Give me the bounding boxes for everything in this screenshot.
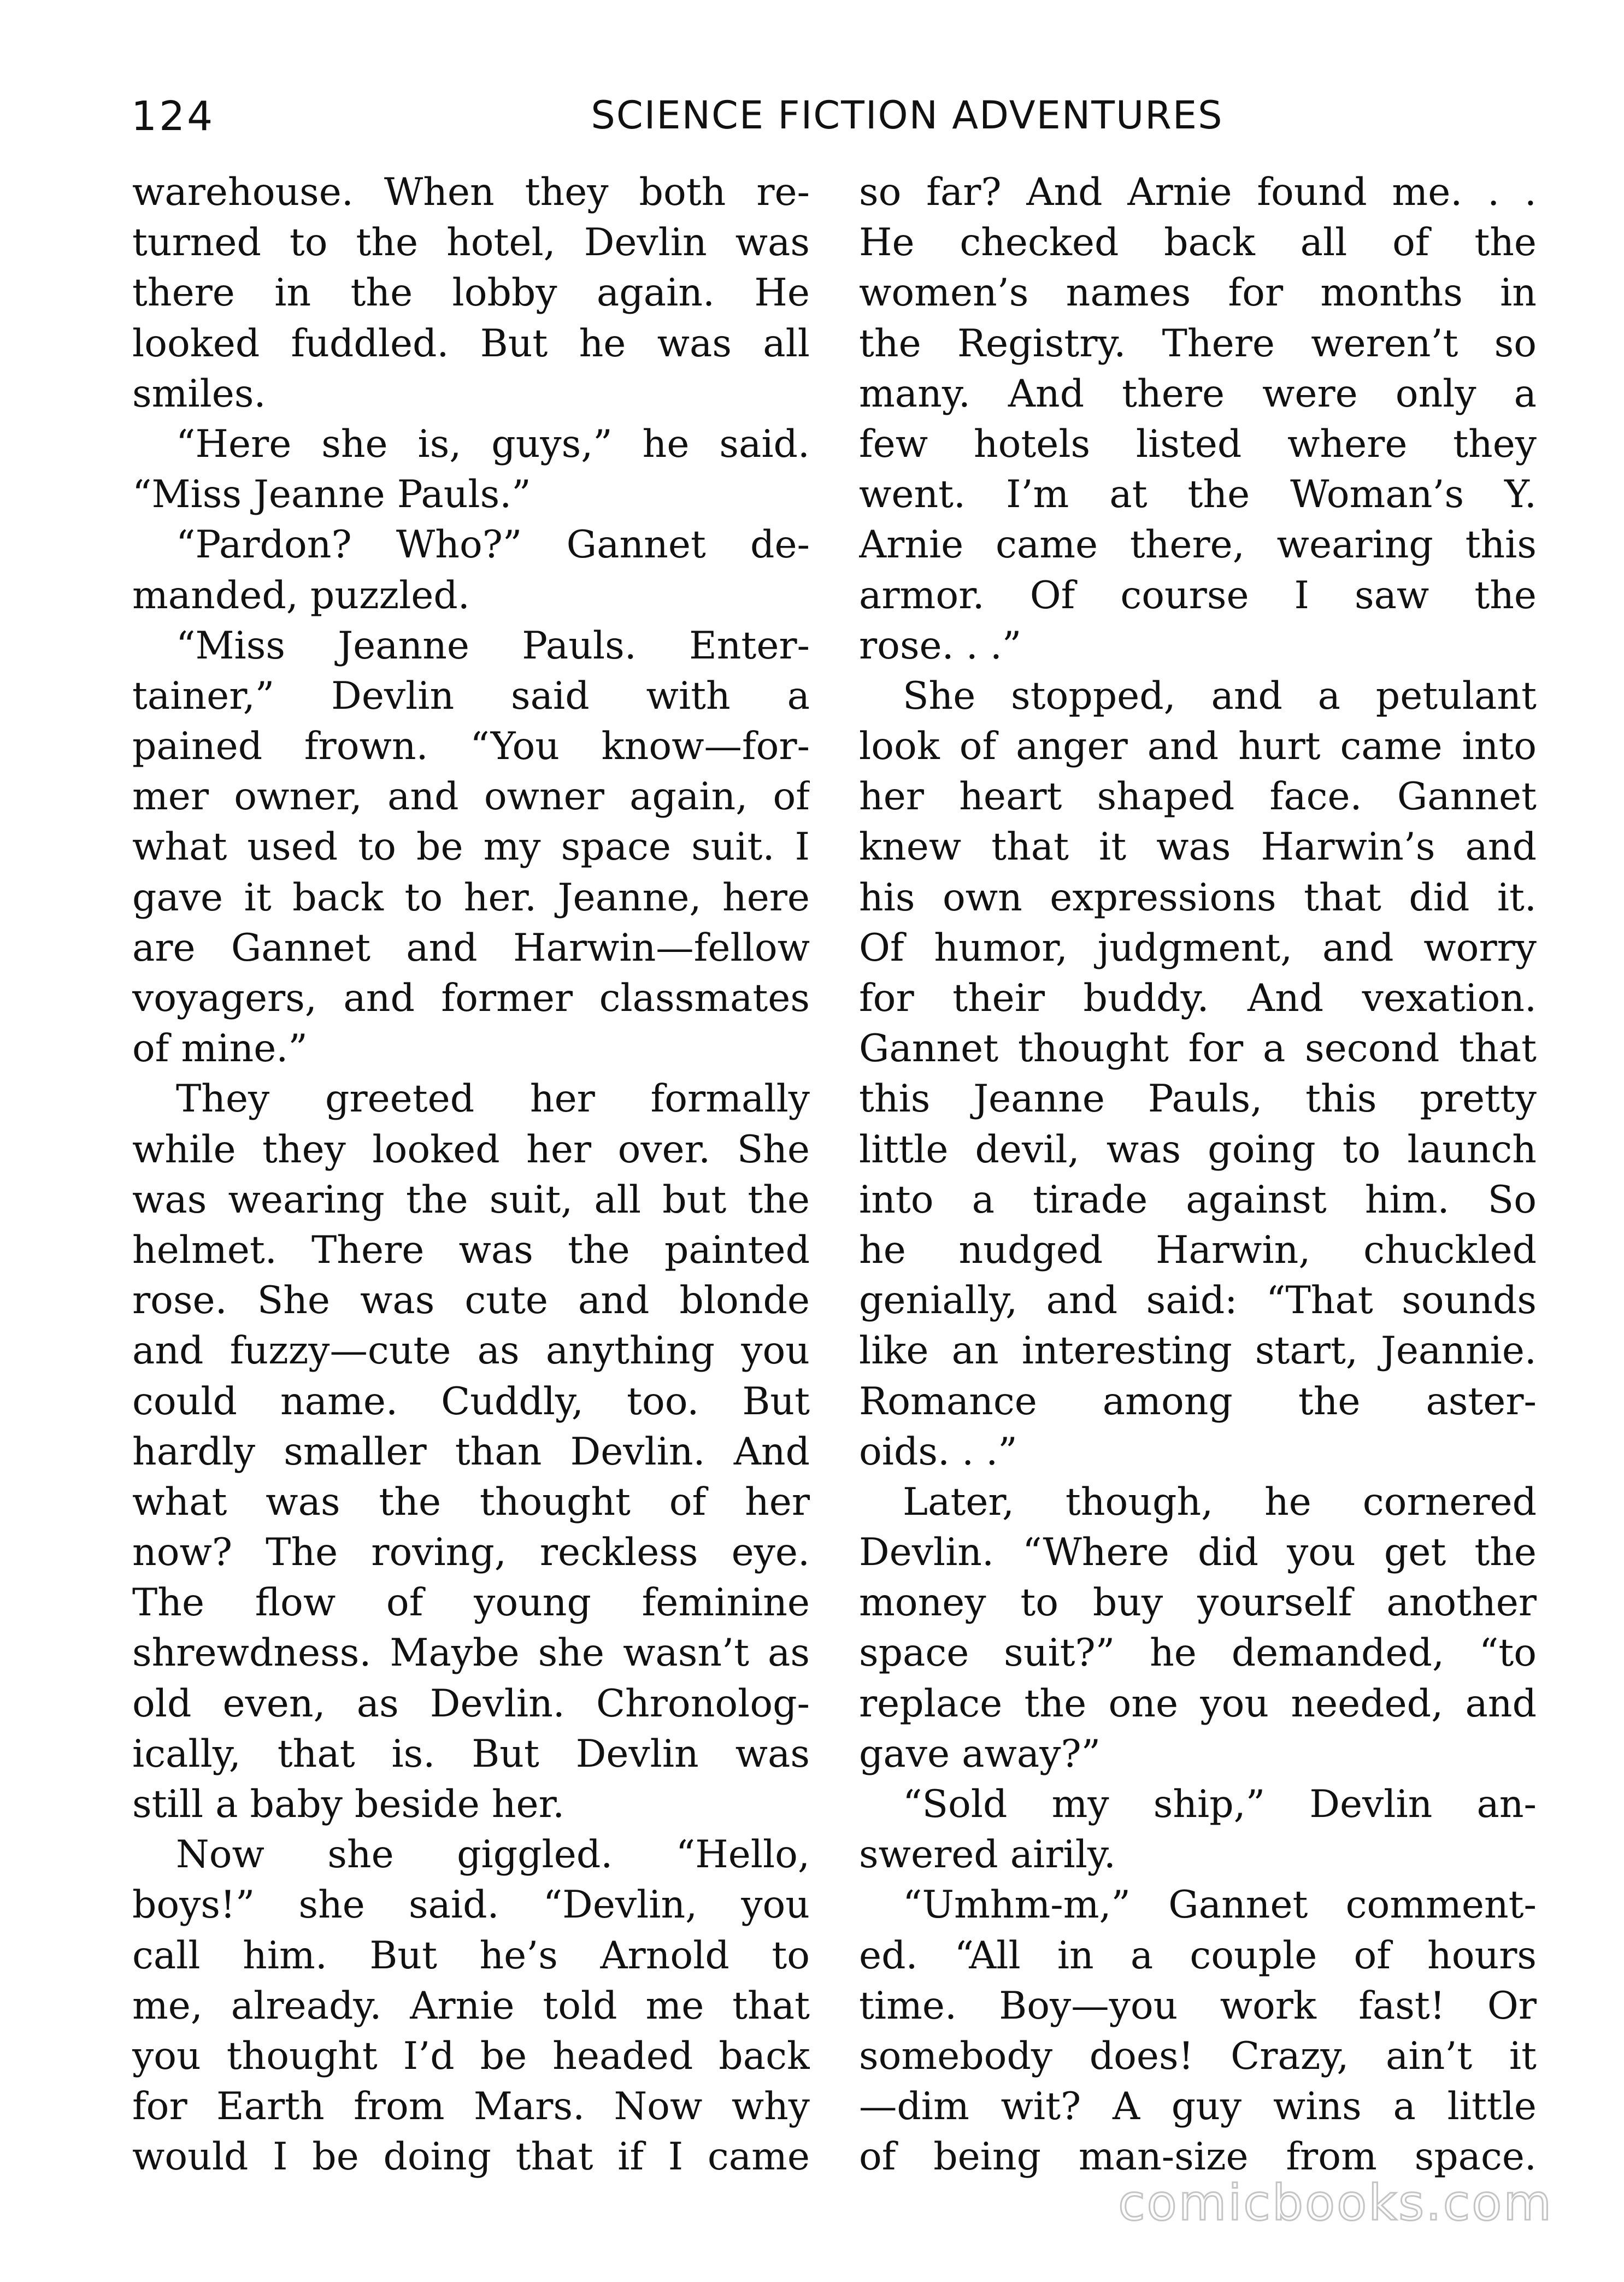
- text-line: rose. . .”: [859, 624, 1022, 668]
- text-line: Gannet thought for a second that: [859, 1027, 1537, 1071]
- text-line: gave it back to her. Jeanne, here: [132, 875, 810, 920]
- watermark: comicbooks.com: [1118, 2174, 1553, 2232]
- text-line: somebody does! Crazy, ain’t it: [859, 2034, 1537, 2078]
- text-line: Of humor, judgment, and worry: [859, 926, 1537, 970]
- text-line: there in the lobby again. He: [132, 271, 810, 315]
- text-line: hardly smaller than Devlin. And: [132, 1430, 810, 1474]
- text-line: what used to be my space suit. I: [132, 825, 810, 869]
- text-line: few hotels listed where they: [859, 422, 1537, 466]
- text-line: his own expressions that did it.: [859, 875, 1537, 920]
- text-line: money to buy yourself another: [859, 1581, 1537, 1625]
- text-line: boys!” she said. “Devlin, you: [132, 1883, 810, 1927]
- text-line: —dim wit? A guy wins a little: [859, 2085, 1537, 2129]
- text-line: space suit?” he demanded, “to: [859, 1631, 1537, 1675]
- text-line: me, already. Arnie told me that: [132, 1984, 810, 2028]
- text-line: now? The roving, reckless eye.: [132, 1531, 810, 1575]
- text-line: her heart shaped face. Gannet: [859, 775, 1537, 819]
- text-line: looked fuddled. But he was all: [132, 321, 810, 366]
- text-line: Now she giggled. “Hello,: [176, 1833, 810, 1877]
- text-line: genially, and said: “That sounds: [859, 1279, 1537, 1323]
- page-header: [131, 93, 1519, 158]
- text-line: Devlin. “Where did you get the: [859, 1531, 1537, 1575]
- text-line: for Earth from Mars. Now why: [132, 2085, 810, 2129]
- text-line: helmet. There was the painted: [132, 1228, 810, 1272]
- text-line: They greeted her formally: [176, 1077, 810, 1121]
- text-line: would I be doing that if I came: [132, 2135, 810, 2179]
- text-line: armor. Of course I saw the: [859, 573, 1537, 617]
- text-line: so far? And Arnie found me. . .: [859, 170, 1537, 214]
- text-line: he nudged Harwin, chuckled: [859, 1228, 1537, 1272]
- text-line: of mine.”: [132, 1027, 308, 1071]
- text-line: swered airily.: [859, 1833, 1116, 1877]
- text-line: oids. . .”: [859, 1430, 1017, 1474]
- text-line: “Here she is, guys,” he said.: [176, 422, 810, 466]
- text-line: He checked back all of the: [859, 221, 1537, 265]
- text-line: of being man-size from space.: [859, 2135, 1537, 2179]
- text-line: the Registry. There weren’t so: [859, 321, 1537, 366]
- text-line: time. Boy—you work fast! Or: [859, 1984, 1537, 2028]
- text-line: this Jeanne Pauls, this pretty: [859, 1077, 1537, 1121]
- text-line: was wearing the suit, all but the: [132, 1178, 810, 1222]
- left-column: [132, 167, 810, 2183]
- text-line: warehouse. When they both re-: [132, 170, 810, 214]
- text-line: could name. Cuddly, too. But: [132, 1379, 810, 1424]
- text-line: The flow of young feminine: [132, 1581, 810, 1625]
- text-line: while they looked her over. She: [132, 1127, 810, 1172]
- text-line: tainer,” Devlin said with a: [132, 674, 810, 718]
- text-line: you thought I’d be headed back: [132, 2034, 810, 2078]
- text-line: “Miss Jeanne Pauls. Enter-: [176, 624, 810, 668]
- text-line: ically, that is. But Devlin was: [132, 1732, 810, 1776]
- text-line: little devil, was going to launch: [859, 1127, 1537, 1172]
- text-line: manded, puzzled.: [132, 573, 470, 617]
- text-line: shrewdness. Maybe she wasn’t as: [132, 1631, 810, 1675]
- text-line: “Umhm-m,” Gannet comment-: [903, 1883, 1537, 1927]
- text-line: went. I’m at the Woman’s Y.: [859, 473, 1537, 517]
- text-line: like an interesting start, Jeannie.: [859, 1329, 1537, 1373]
- text-line: replace the one you needed, and: [859, 1681, 1537, 1726]
- text-line: Arnie came there, wearing this: [859, 523, 1537, 567]
- text-line: into a tirade against him. So: [859, 1178, 1537, 1222]
- text-line: Romance among the aster-: [859, 1379, 1537, 1424]
- text-line: rose. She was cute and blonde: [132, 1279, 810, 1323]
- text-line: gave away?”: [859, 1732, 1101, 1776]
- right-column: [859, 167, 1537, 2183]
- text-line: for their buddy. And vexation.: [859, 977, 1537, 1020]
- text-line: smiles.: [132, 372, 266, 416]
- text-line: what was the thought of her: [132, 1480, 810, 1524]
- text-line: are Gannet and Harwin—fellow: [132, 926, 810, 970]
- text-line: “Pardon? Who?” Gannet de-: [176, 523, 810, 567]
- text-line: pained frown. “You know—for-: [132, 725, 810, 769]
- text-line: voyagers, and former classmates: [132, 977, 810, 1020]
- text-line: call him. But he’s Arnold to: [132, 1933, 810, 1978]
- text-line: old even, as Devlin. Chronolog-: [132, 1681, 810, 1726]
- text-line: many. And there were only a: [859, 372, 1537, 416]
- text-line: and fuzzy—cute as anything you: [132, 1329, 810, 1373]
- text-line: still a baby beside her.: [132, 1783, 565, 1826]
- running-head: SCIENCE FICTION ADVENTURES: [591, 93, 1223, 138]
- text-line: women’s names for months in: [859, 271, 1537, 315]
- text-line: “Sold my ship,” Devlin an-: [903, 1783, 1537, 1826]
- text-line: turned to the hotel, Devlin was: [132, 221, 810, 265]
- text-line: She stopped, and a petulant: [903, 674, 1537, 718]
- page-number: 124: [131, 93, 215, 140]
- text-line: look of anger and hurt came into: [859, 725, 1537, 769]
- text-line: mer owner, and owner again, of: [132, 775, 810, 819]
- text-line: knew that it was Harwin’s and: [859, 825, 1537, 869]
- text-line: “Miss Jeanne Pauls.”: [132, 473, 531, 517]
- text-line: ed. “All in a couple of hours: [859, 1933, 1537, 1978]
- text-line: Later, though, he cornered: [903, 1480, 1537, 1524]
